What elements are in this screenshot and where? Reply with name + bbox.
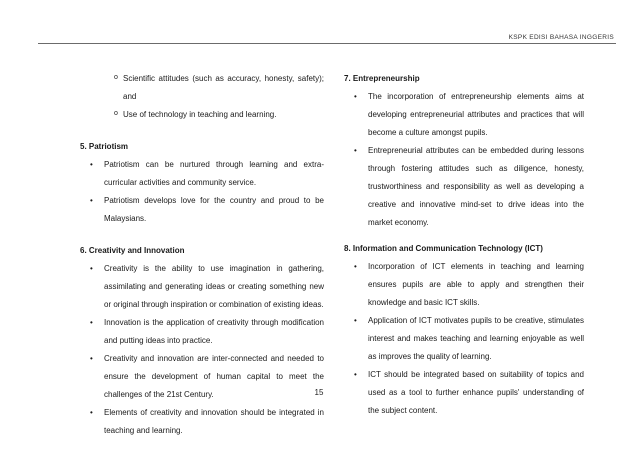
bullet-item: • Application of ICT motivates pupils to be creative, stimulates interest and makes teaching and learning enjoyable as well as improves the quality of learning. — [344, 312, 584, 366]
sub-bullet-item: o Scientific attitudes (such as accuracy, honesty, safety); and — [80, 70, 324, 106]
bullet-item: • Creativity and innovation are inter-connected and needed to ensure the development of human capital to meet the challenges of the 21st Century. — [80, 350, 324, 404]
right-column — [344, 70, 584, 420]
sub-bullet-list — [80, 70, 324, 124]
bullet-item: • ICT should be integrated based on suitability of topics and used as a tool to further enhance pupils' understanding of the subject content. — [344, 366, 584, 420]
bullet-item: • The incorporation of entrepreneurship elements aims at developing entrepreneurial attributes and practices that will become a culture amongst pupils. — [344, 88, 584, 142]
entrepreneurship-bullet-list — [344, 88, 584, 232]
patriotism-bullet-list — [80, 156, 324, 228]
bullet-item: • Entrepreneurial attributes can be embedded during lessons through fostering attitudes such as diligence, honesty, trustworthiness and responsibility as well as developing a creative and innovative mind-set to drive ideas into the market economy. — [344, 142, 584, 232]
section-title-patriotism: 5. Patriotism — [80, 142, 129, 151]
sub-bullet-item: o Use of technology in teaching and learning. — [80, 106, 324, 124]
section-title-entrepreneurship: 7. Entrepreneurship — [344, 74, 420, 83]
header-rule — [38, 43, 616, 44]
section-title-ict: 8. Information and Communication Technology (ICT) — [344, 244, 543, 253]
bullet-item: • Innovation is the application of creativity through modification and putting ideas into practice. — [80, 314, 324, 350]
page-number: 15 — [314, 388, 324, 397]
bullet-item: • Elements of creativity and innovation should be integrated in teaching and learning. — [80, 404, 324, 440]
bullet-item: • Patriotism can be nurtured through learning and extra-curricular activities and community service. — [80, 156, 324, 192]
creativity-bullet-list — [80, 260, 324, 440]
section-title-creativity: 6. Creativity and Innovation — [80, 246, 185, 255]
left-column — [80, 70, 324, 440]
bullet-item: • Creativity is the ability to use imagination in gathering, assimilating and generating ideas or creating something new or original through inspiration or combination of existing ideas. — [80, 260, 324, 314]
bullet-item: • Incorporation of ICT elements in teaching and learning ensures pupils are able to apply and strengthen their knowledge and basic ICT skills. — [344, 258, 584, 312]
running-header: KSPK EDISI BAHASA INGGERIS — [508, 34, 614, 41]
bullet-item: • Patriotism develops love for the country and proud to be Malaysians. — [80, 192, 324, 228]
